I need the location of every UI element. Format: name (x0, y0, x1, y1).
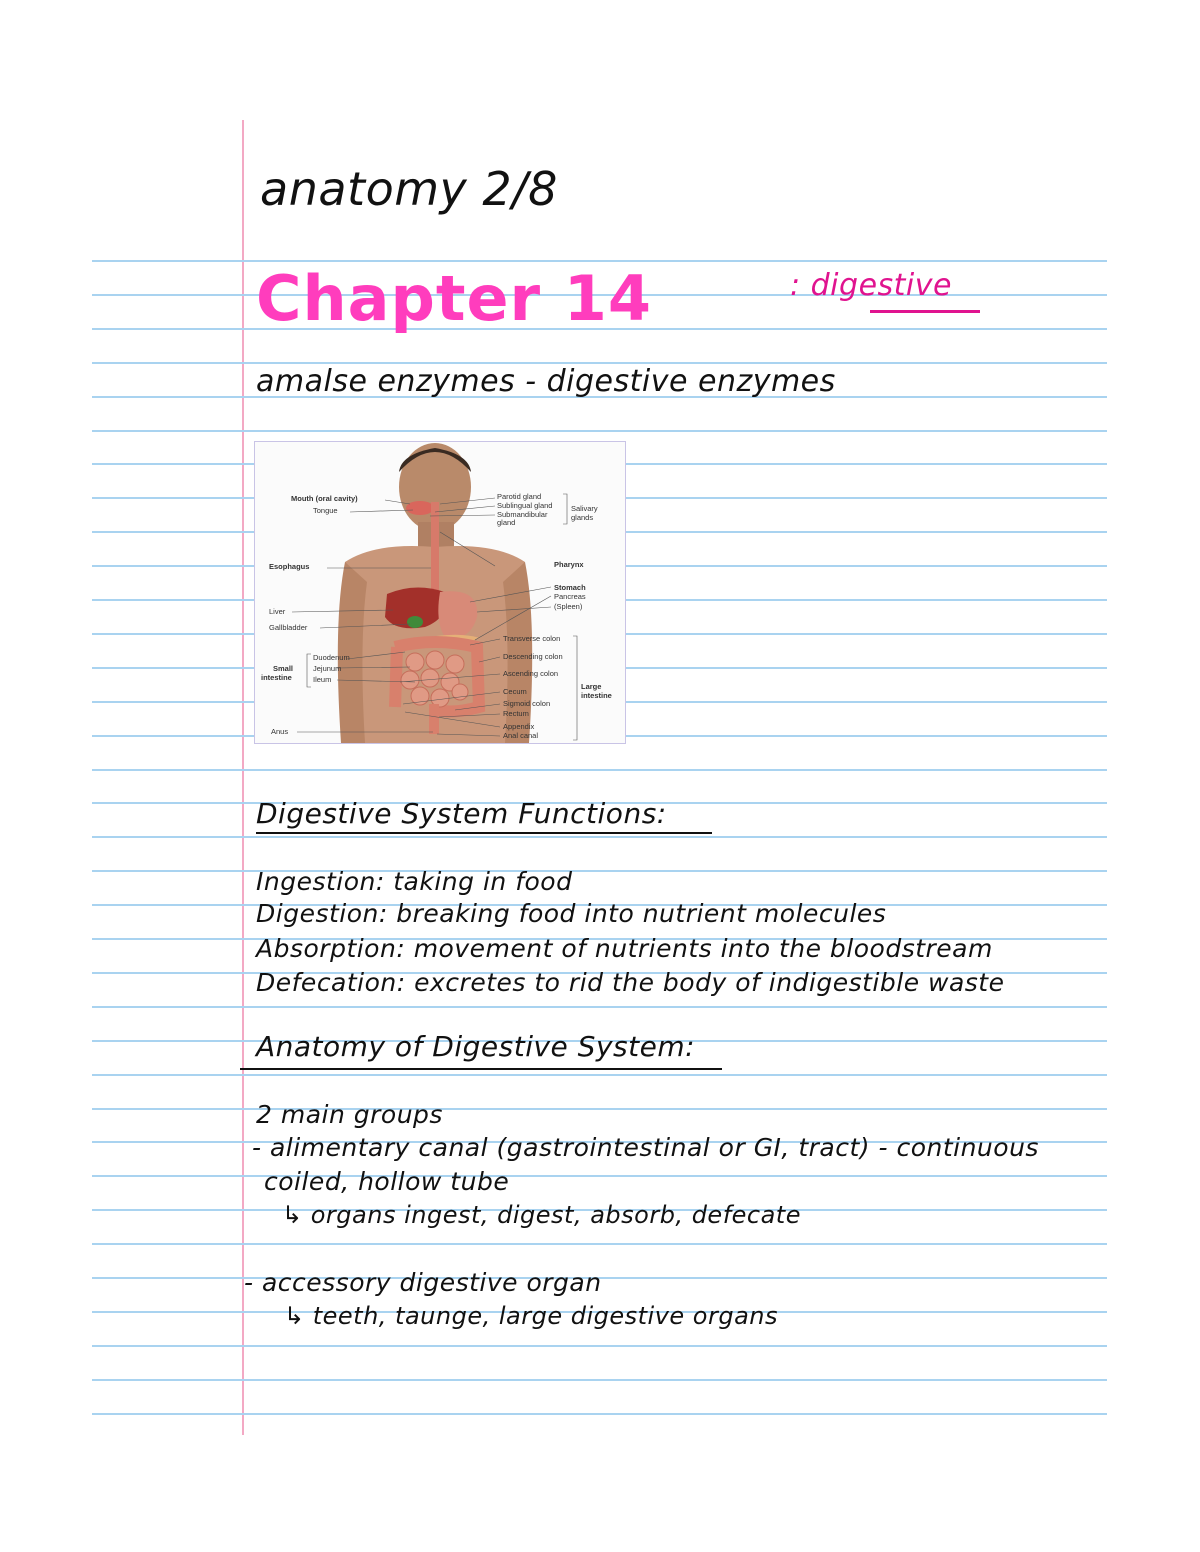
group-alimentary-canal: - alimentary canal (gastrointestinal or GI, tract) - continuous (252, 1133, 1039, 1162)
label-tongue: Tongue (313, 506, 338, 515)
label-sigmoid-colon: Sigmoid colon (503, 699, 551, 708)
label-cecum: Cecum (503, 687, 527, 696)
chapter-subtitle: : digestive (790, 268, 952, 303)
margin-line (242, 120, 244, 1435)
label-sublingual: Sublingual gland (497, 501, 553, 510)
ruled-line (92, 430, 1107, 432)
label-salivary: Salivary (571, 504, 598, 513)
group-accessory-organs-detail: ↳ teeth, taunge, large digestive organs (284, 1302, 779, 1330)
label-intestine: intestine (261, 673, 292, 682)
anatomy-heading: Anatomy of Digestive System: (256, 1030, 696, 1063)
label-appendix: Appendix (503, 722, 535, 731)
ruled-line (92, 836, 1107, 838)
anatomy-heading-underline (240, 1068, 722, 1070)
label-anus: Anus (271, 727, 289, 736)
label-jejunum: Jejunum (313, 664, 342, 673)
ruled-line (92, 1413, 1107, 1415)
label-pharynx: Pharynx (554, 560, 584, 569)
group-alimentary-canal-cont: coiled, hollow tube (264, 1167, 510, 1196)
label-stomach: Stomach (554, 583, 586, 592)
ruled-line (92, 1379, 1107, 1381)
label-anal-canal: Anal canal (503, 731, 539, 740)
label-ascending-colon: Ascending colon (503, 669, 559, 678)
label-esophagus: Esophagus (269, 562, 310, 571)
function-defecation: Defecation: excretes to rid the body of indigestible waste (256, 968, 1005, 997)
label-parotid: Parotid gland (497, 492, 542, 501)
ruled-line (92, 1243, 1107, 1245)
functions-heading: Digestive System Functions: (256, 797, 667, 830)
ruled-line (92, 1345, 1107, 1347)
label-descending-colon: Descending colon (503, 652, 563, 661)
subtitle-underline (870, 310, 980, 313)
enzymes-note: amalse enzymes - digestive enzymes (256, 364, 836, 399)
label-rectum: Rectum (503, 709, 529, 718)
group-accessory-organs: - accessory digestive organ (244, 1268, 602, 1297)
label-spleen: (Spleen) (554, 602, 583, 611)
group-alimentary-canal-detail: ↳ organs ingest, digest, absorb, defecate (282, 1201, 801, 1229)
label-mouth: Mouth (oral cavity) (291, 494, 358, 503)
label-liver: Liver (269, 607, 286, 616)
label-ileum: Ileum (313, 675, 332, 684)
page-title: anatomy 2/8 (260, 162, 558, 216)
label-large: Large (581, 682, 602, 691)
label-transverse-colon: Transverse colon (503, 634, 561, 643)
label-small: Small (273, 664, 294, 673)
functions-heading-underline (256, 832, 712, 834)
label-glands: glands (571, 513, 594, 522)
function-digestion: Digestion: breaking food into nutrient molecules (256, 899, 887, 928)
label-large-intestine: intestine (581, 691, 612, 700)
function-absorption: Absorption: movement of nutrients into the bloodstream (256, 934, 993, 963)
ruled-line (92, 1074, 1107, 1076)
ruled-line (92, 769, 1107, 771)
ruled-line (92, 870, 1107, 872)
groups-intro: 2 main groups (256, 1100, 443, 1129)
label-pancreas: Pancreas (554, 592, 586, 601)
ruled-line (92, 1108, 1107, 1110)
digestive-system-diagram (254, 441, 626, 744)
label-duodenum: Duodenum (313, 653, 350, 662)
label-gland: gland (497, 518, 516, 527)
label-gallbladder: Gallbladder (269, 623, 308, 632)
ruled-line (92, 1175, 1107, 1177)
ruled-line (92, 1006, 1107, 1008)
function-ingestion: Ingestion: taking in food (256, 867, 573, 896)
chapter-heading: Chapter 14 (256, 262, 652, 335)
label-submandibular: Submandibular (497, 510, 548, 519)
